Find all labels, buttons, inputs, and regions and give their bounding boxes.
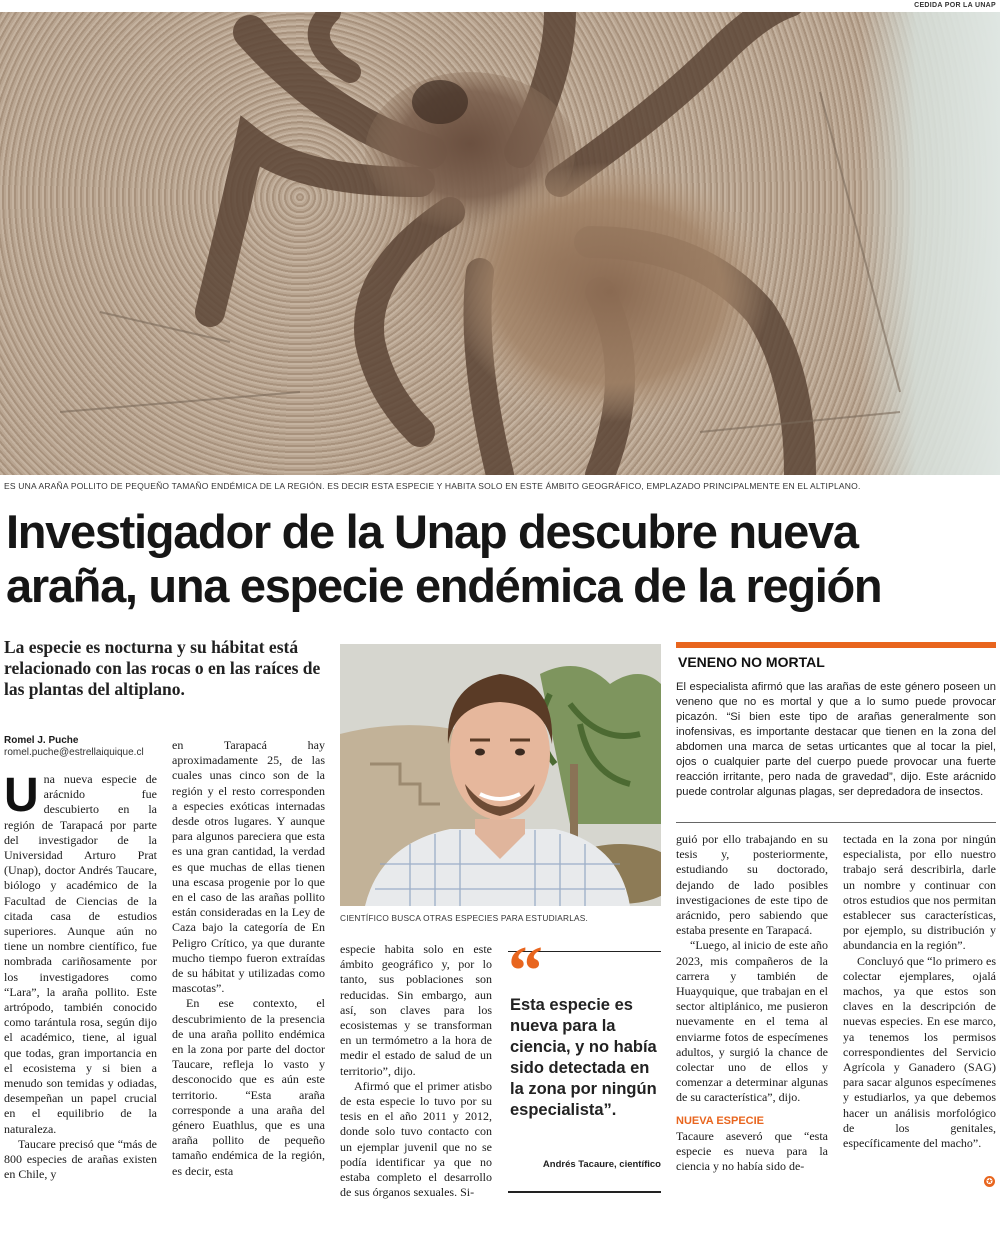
body-column-2	[172, 738, 325, 1179]
body-paragraph: “Luego, al inicio de este año 2023, mis compañeros de la carrera y también de Huayquique, que trabajan en el sector altiplánico, me pusieron nuevamente en el tema al enviarme fotos de especímenes adultos, y surgió la chance de colectar uno de ellos y comenzar a determinar algunas de su característica”, dijo.	[676, 938, 828, 1105]
portrait-caption: CIENTÍFICO BUSCA OTRAS ESPECIES PARA ESTUDIARLAS.	[340, 913, 589, 923]
body-paragraph: en Tarapacá hay aproximadamente 25, de las cuales unas cinco son de la región y el resto corresponden a especies exóticas internadas desde otros lugares. Y aunque para algunos pareciera que esta es una gran cantidad, la verdad es que muchas de ellas tienen una escasa progenie por lo que en el caso de las arañas pollito están consideradas en la Ley de Caza bajo la categoría de En Peligro Crítico, ya que durante mucho tiempo fueron extraídas de su hábitat y utilizadas como mascotas”.	[172, 738, 325, 996]
sidebar-accent-bar	[676, 642, 996, 648]
body-column-3	[340, 942, 492, 1200]
headline: Investigador de la Unap descubre nueva araña, una especie endémica de la región	[6, 505, 882, 612]
body-paragraph: guió por ello trabajando en su tesis y, posteriormente, estudiando su doctorado, dejando de lado posibles investigaciones de este tipo de arácnido, pero sabiendo que estaba presente en Tarapacá.	[676, 832, 828, 938]
sidebar-title: VENENO NO MORTAL	[678, 654, 825, 670]
sidebar-divider	[676, 822, 996, 823]
pull-quote-author: Andrés Tacaure, científico	[542, 1159, 661, 1170]
body-column-5	[843, 832, 996, 1151]
photo-caption: ES UNA ARAÑA POLLITO DE PEQUEÑO TAMAÑO ENDÉMICA DE LA REGIÓN. ES DECIR ESTA ESPECIE Y HABITA SOLO EN ESTE ÁMBITO GEOGRÁFICO, EMPLAZADO PRINCIPALMENTE EN EL ALTIPLANO.	[4, 481, 861, 491]
body-paragraph: Afirmó que el primer atisbo de esta especie lo tuvo por su tesis en el año 2011 y 2012, donde solo tuvo contacto con un ejemplar juvenil que no se podía identificar ya que no estaba completo el desarrollo de sus órganos sexuales. Si-	[340, 1078, 492, 1200]
portrait-illustration	[340, 644, 661, 906]
author-email-link[interactable]: romel.puche@estrellaiquique.cl	[4, 747, 144, 758]
body-paragraph: Taucare precisó que “más de 800 especies de arañas existen en Chile, y	[4, 1136, 157, 1182]
body-column-1	[4, 769, 157, 1182]
body-paragraph: Tacaure aseveró que “esta especie es nueva para la ciencia y no había sido de-	[676, 1128, 828, 1174]
pull-quote-text: Esta especie es nueva para la ciencia, y no había sido detectada en la zona por ningún especialista”.	[510, 996, 657, 1119]
author-name: Romel J. Puche	[4, 735, 79, 746]
body-paragraph: Concluyó que “lo primero es colectar ejemplares, ojalá machos, ya que estos son claves en la descripción de nuevas especies. En ese marco, ya tenemos los permisos correspondientes del Servicio Agrícola y Ganadero (SAG) para sacar algunos especímenes y estudiarlos, ya que debemos hacer un análisis morfológico de los genitales, específicamente del macho”.	[843, 953, 996, 1151]
pull-quote	[508, 933, 661, 1170]
pull-quote-divider	[508, 1191, 661, 1193]
body-paragraph: tectada en la zona por ningún especialista, por ello nuestro trabajo será describirla, darle un nombre y continuar con otros estudios que nos permitan establecer sus características, por ejemplo, su distribución y abundancia en la región”.	[843, 832, 996, 953]
tarantula-photo	[0, 12, 1000, 475]
section-subhead: NUEVA ESPECIE	[676, 1114, 765, 1127]
star-icon: ✪	[984, 1176, 995, 1187]
quote-mark-icon: “	[508, 933, 543, 1010]
body-column-4	[676, 832, 828, 1174]
spider-illustration	[0, 12, 1000, 475]
photo-credit: CEDIDA POR LA UNAP	[914, 2, 996, 9]
body-paragraph: En ese contexto, el descubrimiento de la presencia de una araña pollito endémica en la zona por parte del doctor Taucare, refleja lo vasto y desconocido que es aún este territorio. “Esta araña corresponde a una araña del género Euathlus, que es una araña pollito de pequeño tamaño endémica de la región, es decir, esta	[172, 996, 325, 1178]
deck-subtitle: La especie es nocturna y su hábitat está relacionado con las rocas o en las raíces de las plantas del altiplano.	[4, 637, 321, 699]
body-paragraph: na nueva especie de arácnido fue descubierto en la región de Tarapacá por parte del investigador de la Universidad Arturo Prat (Unap), doctor Andrés Taucare, biólogo y académico de la Facultad de Ciencias de la citada casa de estudios superiores. Aunque aún no tiene un nombre científico, fue nombrada cariñosamente por los investigadores como “Lara”, la araña pollito. Este artrópodo, también conocido como tarántula rosa, según dijo el académico, tiene, al igual que todas, gran importancia en el ecosistema y si bien a menudo son temidas y odiadas, desempeñan un papel crucial en el equilibrio de la naturaleza.	[4, 772, 157, 1136]
sidebar-text: El especialista afirmó que las arañas de este género poseen un veneno que no es mortal y que a lo sumo puede provocar picazón. “Si bien este tipo de arañas generalmente son inofensivas, es importante destacar que tienen en la zona del abdomen una marca de setas urticantes que al tocar la piel, ojos o cualquier parte del cuerpo puede provocar una fuerte reacción irritante, pero nada de gravedad”, dijo. Este arácnido puede controlar algunas plagas, ser depredadora de insectos.	[676, 681, 996, 798]
drop-cap: U	[4, 769, 39, 822]
scientist-portrait	[340, 644, 661, 906]
body-paragraph: especie habita solo en este ámbito geográfico y, por lo tanto, sus poblaciones son reducidas. Sin embargo, aun así, son claves para los ecosistemas y se transforman en un termómetro a la hora de medir el estado de salud de un territorio”, dijo.	[340, 942, 492, 1078]
